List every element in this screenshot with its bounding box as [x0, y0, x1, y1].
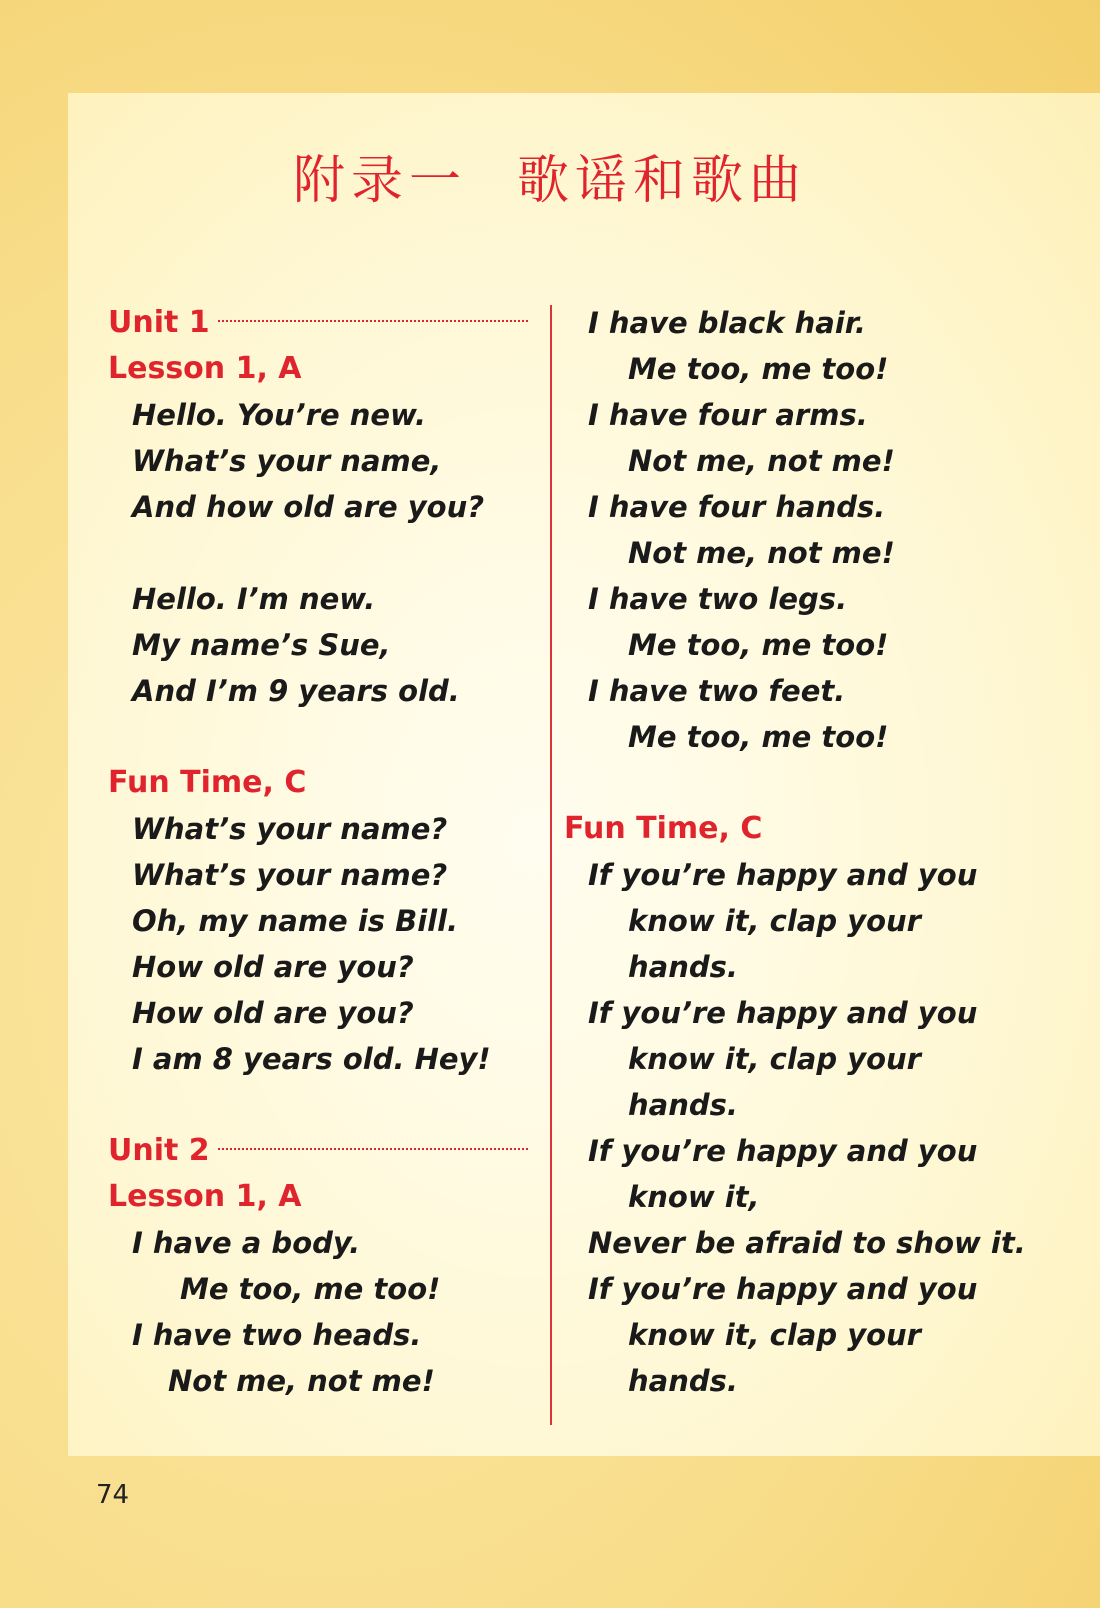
lesson-heading: Lesson 1, A — [108, 351, 302, 386]
lyric-line: know it, — [628, 1180, 760, 1214]
lyric-line: And I’m 9 years old. — [132, 674, 460, 708]
lyric-line: Me too, me too! — [628, 720, 889, 754]
left-column — [108, 300, 528, 1404]
lyric-line: What’s your name? — [132, 812, 448, 846]
lyric-line: know it, clap your — [628, 904, 921, 938]
lyric-line: What’s your name, — [132, 444, 442, 478]
lyric-line: I am 8 years old. Hey! — [132, 1042, 491, 1076]
lyric-line: I have two legs. — [588, 582, 848, 616]
lyric-line: If you’re happy and you — [588, 1134, 978, 1168]
funtime-heading: Fun Time, C — [564, 811, 763, 846]
right-column — [564, 300, 1058, 1404]
dotted-leader — [218, 1148, 528, 1150]
lyric-line: Me too, me too! — [180, 1272, 441, 1306]
funtime-heading: Fun Time, C — [108, 765, 307, 800]
lyric-line: Never be afraid to show it. — [588, 1226, 1026, 1260]
lyric-line: Me too, me too! — [628, 628, 889, 662]
page-number: 74 — [96, 1480, 130, 1510]
lyric-line: I have two feet. — [588, 674, 846, 708]
lyric-line: I have four arms. — [588, 398, 868, 432]
lyric-line: I have a body. — [132, 1226, 361, 1260]
lyric-line: Oh, my name is Bill. — [132, 904, 459, 938]
lyric-line: hands. — [628, 1088, 738, 1122]
lyric-line: know it, clap your — [628, 1042, 921, 1076]
lyric-line: hands. — [628, 1364, 738, 1398]
column-divider — [550, 305, 552, 1425]
lesson-heading: Lesson 1, A — [108, 1179, 302, 1214]
lyric-line: What’s your name? — [132, 858, 448, 892]
lyric-line: If you’re happy and you — [588, 858, 978, 892]
lyric-line: My name’s Sue, — [132, 628, 391, 662]
unit-heading: Unit 2 — [108, 1128, 528, 1174]
lyric-line: Not me, not me! — [168, 1364, 435, 1398]
title-appendix: 附录一 — [292, 151, 467, 211]
lyric-line: I have black hair. — [588, 306, 866, 340]
lyric-line: know it, clap your — [628, 1318, 921, 1352]
lyric-line: I have two heads. — [132, 1318, 422, 1352]
lyric-line: If you’re happy and you — [588, 996, 978, 1030]
lyric-line: Hello. You’re new. — [132, 398, 427, 432]
lyric-line: How old are you? — [132, 996, 414, 1030]
title-songs: 歌谣和歌曲 — [517, 151, 808, 211]
lyric-line: And how old are you? — [132, 490, 485, 524]
lyric-line: Hello. I’m new. — [132, 582, 376, 616]
page-title — [0, 138, 1100, 213]
lyric-line: Not me, not me! — [628, 444, 895, 478]
lyric-line: Me too, me too! — [628, 352, 889, 386]
lyric-line: hands. — [628, 950, 738, 984]
unit-heading: Unit 1 — [108, 300, 528, 346]
lyric-line: How old are you? — [132, 950, 414, 984]
lyric-line: Not me, not me! — [628, 536, 895, 570]
lyric-line: If you’re happy and you — [588, 1272, 978, 1306]
lyric-line: I have four hands. — [588, 490, 886, 524]
dotted-leader — [218, 320, 528, 322]
